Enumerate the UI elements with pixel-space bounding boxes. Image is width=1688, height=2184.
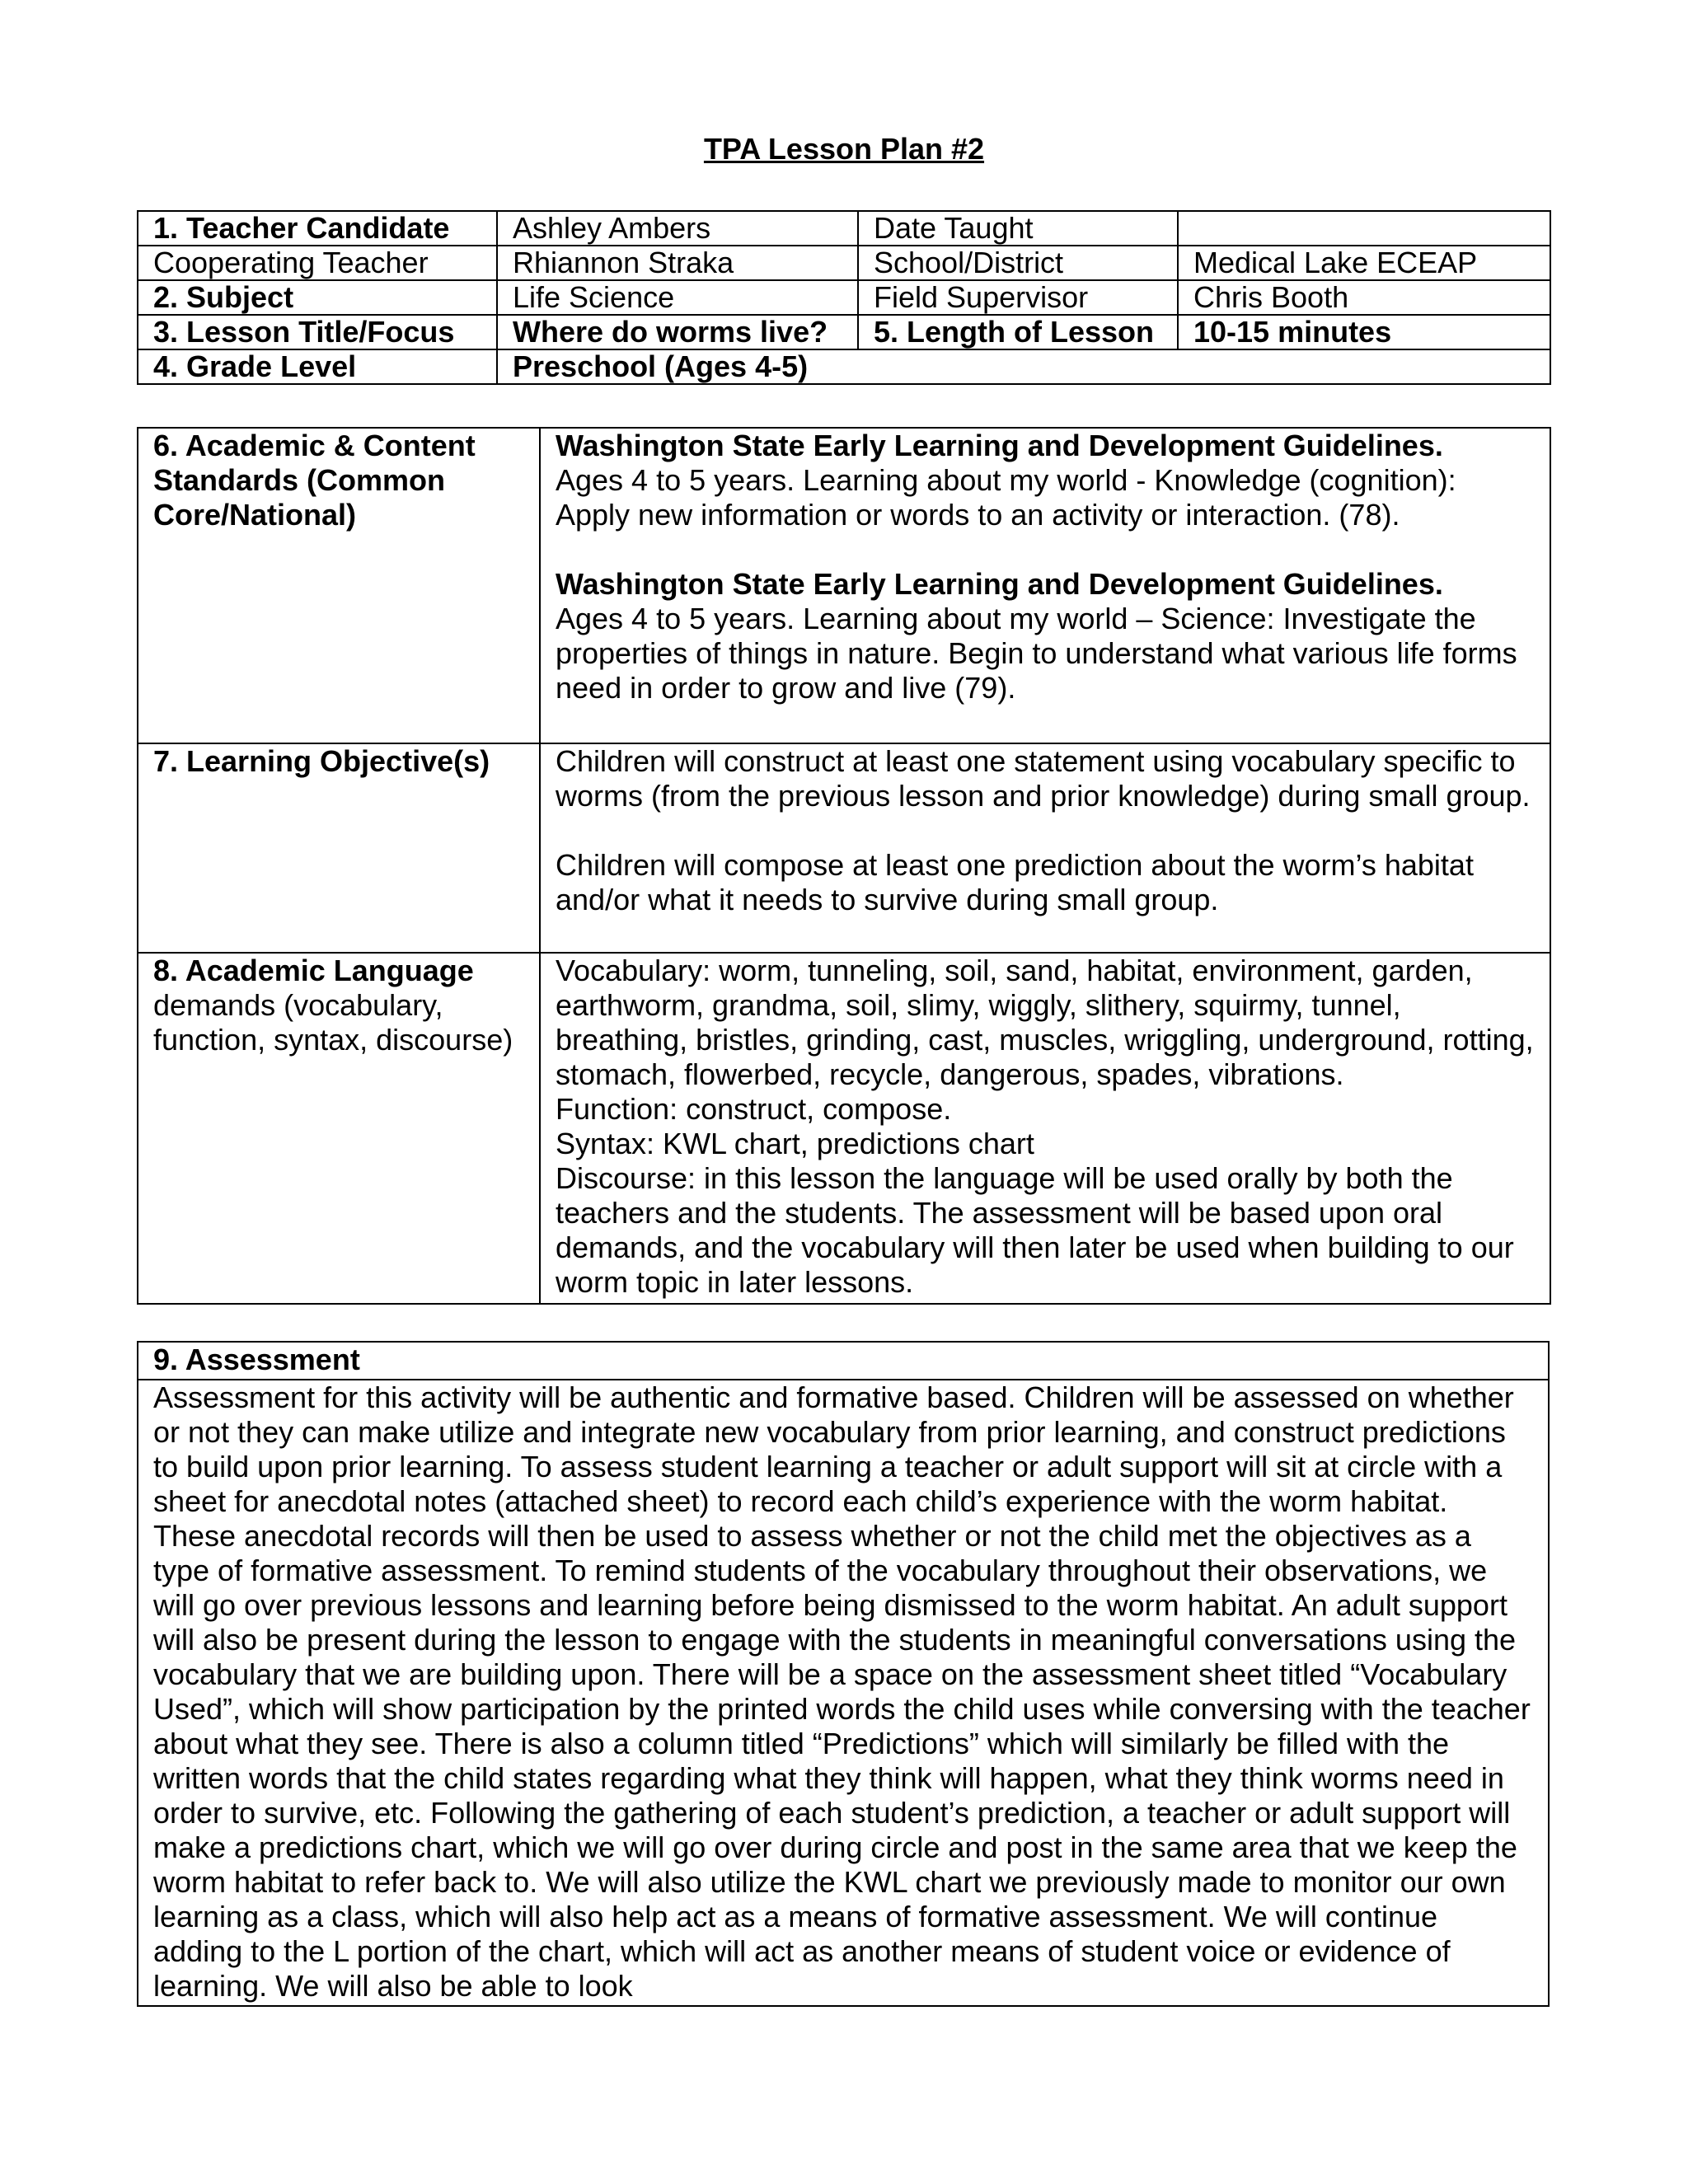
standards-table	[137, 427, 1551, 1305]
table-row	[138, 1380, 1549, 2006]
objectives-content	[540, 743, 1550, 953]
standards-content	[540, 428, 1550, 743]
objectives-label: 7. Learning Objective(s)	[138, 743, 540, 953]
school-district-value: Medical Lake ECEAP	[1178, 246, 1550, 280]
standard-1-heading: Washington State Early Learning and Development Guidelines.	[556, 429, 1443, 462]
table-row	[138, 743, 1550, 953]
standards-label: 6. Academic & Content Standards (Common Core/National)	[138, 428, 540, 743]
lesson-title-label: 3. Lesson Title/Focus	[138, 315, 497, 349]
lesson-length-label: 5. Length of Lesson	[858, 315, 1178, 349]
table-row	[138, 953, 1550, 1304]
date-taught-label: Date Taught	[858, 211, 1178, 246]
discourse-text: Discourse: in this lesson the language will be used orally by both the teachers and the students. The assessment will be based upon oral demands, and the vocabulary will then later be used when building to our worm topic in later lessons.	[556, 1161, 1514, 1299]
objective-1: Children will construct at least one statement using vocabulary specific to worms (from the previous lesson and prior knowledge) during small group.	[556, 744, 1531, 813]
table-row	[138, 315, 1550, 349]
lesson-title-value: Where do worms live?	[497, 315, 858, 349]
lesson-info-table	[137, 210, 1551, 385]
grade-level-label: 4. Grade Level	[138, 349, 497, 384]
subject-value: Life Science	[497, 280, 858, 315]
date-taught-value	[1178, 211, 1550, 246]
lesson-length-value: 10-15 minutes	[1178, 315, 1550, 349]
teacher-candidate-label: 1. Teacher Candidate	[138, 211, 497, 246]
field-supervisor-value: Chris Booth	[1178, 280, 1550, 315]
language-content	[540, 953, 1550, 1304]
language-label	[138, 953, 540, 1304]
objective-2: Children will compose at least one prediction about the worm’s habitat and/or what it needs to survive during small group.	[556, 848, 1474, 916]
standard-1-text: Ages 4 to 5 years. Learning about my world - Knowledge (cognition): Apply new information or words to an activity or interaction. (78).	[556, 463, 1456, 532]
language-label-heading: 8. Academic Language	[153, 954, 474, 987]
table-row	[138, 1342, 1549, 1380]
table-row	[138, 349, 1550, 384]
page-title: TPA Lesson Plan #2	[703, 132, 985, 166]
language-label-detail: demands (vocabulary, function, syntax, discourse)	[153, 988, 513, 1057]
vocabulary-text: Vocabulary: worm, tunneling, soil, sand, habitat, environment, garden, earthworm, grandma, soil, slimy, wiggly, slithery, squirmy, tunnel, breathing, bristles, grinding, cast, muscles, wriggling, underground, rotting, stomach, flowerbed, recycle, dangerous, spades, vibrations.	[556, 954, 1534, 1091]
school-district-label: School/District	[858, 246, 1178, 280]
standard-2-heading: Washington State Early Learning and Development Guidelines.	[556, 567, 1443, 601]
table-row	[138, 246, 1550, 280]
cooperating-teacher-value: Rhiannon Straka	[497, 246, 858, 280]
grade-level-value: Preschool (Ages 4-5)	[497, 349, 1550, 384]
assessment-table	[137, 1341, 1550, 2007]
standard-2-text: Ages 4 to 5 years. Learning about my world – Science: Investigate the properties of things in nature. Begin to understand what various life forms need in order to grow and live (79).	[556, 602, 1517, 705]
table-row	[138, 211, 1550, 246]
function-text: Function: construct, compose.	[556, 1092, 952, 1126]
assessment-heading: 9. Assessment	[138, 1342, 1549, 1380]
table-row	[138, 280, 1550, 315]
teacher-candidate-value: Ashley Ambers	[497, 211, 858, 246]
field-supervisor-label: Field Supervisor	[858, 280, 1178, 315]
table-row	[138, 428, 1550, 743]
cooperating-teacher-label: Cooperating Teacher	[138, 246, 497, 280]
syntax-text: Syntax: KWL chart, predictions chart	[556, 1127, 1034, 1160]
assessment-text: Assessment for this activity will be authentic and formative based. Children will be assessed on whether or not they can make utilize and integrate new vocabulary from prior learning, and construct predictions to build upon prior learning. To assess student learning a teacher or adult support will sit at circle with a sheet for anecdotal notes (attached sheet) to record each child’s experience with the worm habitat. These anecdotal records will then be used to assess whether or not the child met the objectives as a type of formative assessment. To remind students of the vocabulary throughout their observations, we will go over previous lessons and learning before being dismissed to the worm habitat. An adult support will also be present during the lesson to engage with the students in meaningful conversations using the vocabulary that we are building upon. There will be a space on the assessment sheet titled “Vocabulary Used”, which will show participation by the printed words the child uses while conversing with the teacher about what they see. There is also a column titled “Predictions” which will similarly be filled with the written words that the child states regarding what they think will happen, what they think worms need in order to survive, etc. Following the gathering of each student’s prediction, a teacher or adult support will make a predictions chart, which we will go over during circle and post in the same area that we keep the worm habitat to refer back to. We will also utilize the KWL chart we previously made to monitor our own learning as a class, which will also help act as a means of formative assessment. We will continue adding to the L portion of the chart, which will act as another means of student voice or evidence of learning. We will also be able to look	[138, 1380, 1549, 2006]
subject-label: 2. Subject	[138, 280, 497, 315]
